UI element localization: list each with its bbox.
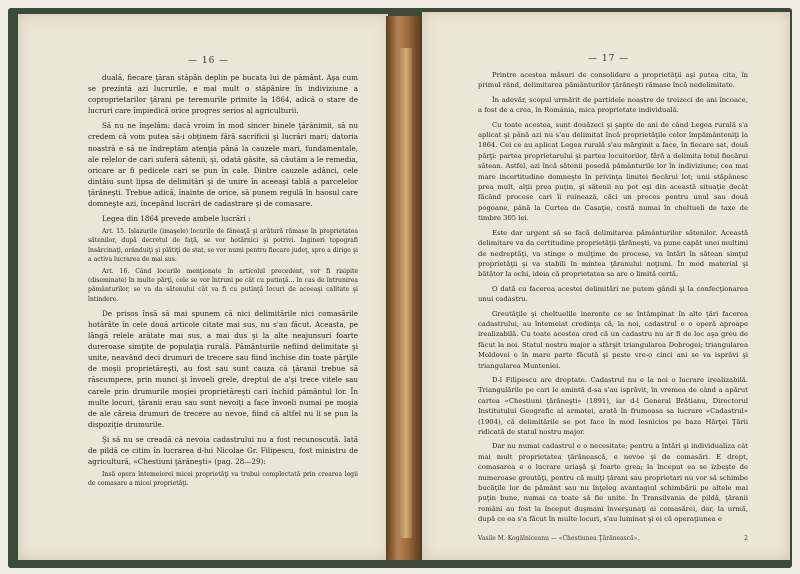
- paragraph: Dar nu numai cadastrul e o necesitate; pentru a întări şi individualiza cât mai mult proprietatea ţărănească, e nevoe şi de comasări. E drept, comasarea e o lucrare uriaşă şi foarte grea; la început ea se izbeşte de numeroase greutăţi, pentru că mulţi ţărani sau proprietari nu vor să schimbe bucăţile lor de pământ sau nu înţeleg avantagiul schimbării pe altele mai puţin bune, numai ca toate să fie unite. În Transilvania de pildă, ţăranii români au fost la început duşmani înverşunaţi ai comasărei, dar, la urmă, după ce ea s'a făcut în multe locuri, s'au luminat şi ei că operaţiunea e: [478, 442, 748, 524]
- right-page: [422, 12, 790, 560]
- right-page-text: [478, 70, 748, 525]
- paragraph: Să nu ne înşelăm: dacă vroim în mod sincer binele ţărănimii, să nu credem că vom putea să-i obţinem fără sacrificii şi lucrări mari; datoria noastră e să ne îndreptăm atenţia până la cauzele mari, fundamentale, ale relelor de cari suferă sătenii, şi, odată găsite, să căutăm a le remedia, oricare ar fi pedicele cari se pun în cale. Dintre cauzele adânci, cele dintâiu sunt lipsa de delimitări şi de unire în aceeaşi tablă a parcelelor ţărăneşti. Trebue adică, înainte de orice, să punem regulă în haosul care domneşte azi, începând lucrări de cadastrare şi de comasare.: [88, 121, 358, 209]
- paragraph: Greutăţile şi cheltuelile inerente ce se întâmpinat în alte ţări facerea cadastrului, au întemeiat credinţa că, la noi, cadastrul e o operă aproape irealizabilă. Cu toate acestea cred că un cadastru nu ar fi de loc aşa greu de făcut la noi. Statul nostru major a sfârşit triangularea Dobrogei; triangularea Moldovei e în mare parte făcută şi peste vre-o cinci ani se va isprăvi şi triangularea Munteniei.: [478, 309, 748, 370]
- paragraph: Şi să nu se creadă că nevoia cadastrului nu a fost recunoscută. Iată de pildă ce citim în lucrarea d-lui Nicolae Gr. Filipescu, fost ministru de agricultură, «Chestiuni ţărăneşti» (pag. 28—29):: [88, 434, 358, 467]
- paragraph: Printre acestea măsuri de consolidare a proprietăţii aşi putea cita, în primul rând, delimitarea pământurilor ţărăneşti rămase încă nedelimitate.: [478, 71, 748, 90]
- page-number-16: — 16 —: [188, 56, 230, 66]
- paragraph: Este dar urgent să se facă delimitarea pământurilor sătenilor. Această delimitare va da certitudine proprietăţii ţărăneşti, va pune capăt unei multimi de nedreptăţi, va stinge o mulţime de procese, va întări în sătean simţul proprietăţii şi va stabili în mintea ţăranului noţiuni. În mod material şi bătător la ochi, ideia că proprietatea sa are o limită certă.: [478, 228, 748, 279]
- paragraph: Art. 16. Când locurile menţionate în articolul precedent, vor fi risipite (diseminate) în multe părţi, cele se vor întruni pe cât cu putinţă... în cas de întrunirea pământurilor, se va da sătenului cât va fi cu putinţă locuri de aceeaşi calitate şi întindere.: [88, 268, 358, 303]
- paragraph: De prisos însă să mai spunem că nici delimitările nici comasările hotărâte în cele două articole citate mai sus, nu s'au făcut. Aceasta, pe lângă relele arătate mai sus, a mai dus şi la alte neajunsuri foarte dureroase simţite de populaţia rurală. Pământurile nefiind delimitate şi unite, neavând deci drumuri de trecere sau fiind închise din toate părţile de moşii proprietăreşti, au fost sau sunt cauza că ţăranii trebue să răscumpere, prin munci şi învoeli grele, dreptul de a'şi trece vitele sau carele prin drumurile moşiei proprietăreşti cari închid pământul lor. În multe locuri, ţăranii erau sau sunt nevoiţi a face învoeli numai pe moşia de ale căreia drumuri de trecere au nevoe, fiind că altfel nu li se pun la dispoziţie drumurile.: [88, 308, 358, 429]
- left-page: [18, 14, 388, 560]
- paragraph: Insă opera întemeierei micei proprietăţi va trebui complectată prin crearea legii de comasare a micei proprietăţi.: [88, 471, 358, 488]
- footer-title: Vasile M. Kogălniceanu — «Chestiunea Ţărănească».: [478, 535, 640, 542]
- paragraph: Art. 15. Islazurile (imaşele) locurile de fâneaţă şi arătură rămase în proprietatea sătenilor, după decretul de faţă, se vor hotărnici şi potrivi. Ingineri topografi însărcinaţi, orânduiţi şi plătiţi de stat, se vor numi pentru fiecare judeţ, spre a dirige şi a activa lucrarea de mai sus.: [88, 228, 358, 263]
- paragraph: O dată cu facerea acestei delimitări ne putem gândi şi la confecţionarea unui cadastru.: [478, 284, 748, 304]
- page-footer: [478, 535, 748, 542]
- spine-binding: [400, 48, 412, 538]
- footer-signature-number: 2: [744, 535, 748, 542]
- paragraph: În adevăr, scopul urmărit de partidele noastre de treizeci de ani încoace, a fost de a crea, în România, mica proprietate individuală.: [478, 95, 748, 115]
- paragraph: Cu toate acestea, sunt douăzeci şi şapte de ani de când Legea rurală s'a aplicat şi până azi nu s'au delimitat încă proprietăţile celor împământeniţi la 1864. Cei ce au aplicat Legea rurală s'au mărginit a face, în fiecare sat, două părţi: partea proprietarului şi partea locuitorilor, fără a delimita lotul fiecărui sătean. Astfel, azi încă sătenii posedă pământurile lor în indiviziune; cea mai mare incertitudine domneşte în privinţa limitei fiecărui lot; unii stăpânesc prea mult, alţii prea puţin, şi sătenii nu pot eşi din această situaţie decât făcând procese cari îi ruinează, căci un proces pentru unul sau două pogoane, până la Curtea de Casaţie, costă numai în cheltueli de taxe de timbre 305 lei.: [478, 120, 748, 223]
- paragraph: duală, fiecare ţăran stăpân deplin pe bucata lui de pământ. Aşa cum se prezintă azi lucrurile, e mai mult o stăpânire în indiviziune a coproprietarilor ţărani pe teremurile primite la 1864, adică o stare de lucruri care împiedică orice progres serios al agriculturii.: [88, 73, 358, 116]
- page-number-17: — 17 —: [588, 54, 630, 64]
- book-cover: [8, 8, 792, 568]
- paragraph: Legea din 1864 prevede ambele lucrări :: [102, 214, 251, 224]
- left-page-text: [88, 72, 358, 492]
- paragraph: D-l Filipescu are dreptate. Cadastrul nu e la noi o lucrare irealizabilă. Triangulările pe cari le amintă d-sa s'au isprăvit, în vremea de când a apărut cartea «Chestiuni ţărăneşti» (1891), iar d-l General Brătianu, Directorul Institutului Geografic al armatei, arată în frumoasa sa lucrare «Cadastrul» (1904), că delimitările se pot face în mod lesnicios pe baza Hărţei Ţării ridicată de statul nostru major.: [478, 375, 748, 436]
